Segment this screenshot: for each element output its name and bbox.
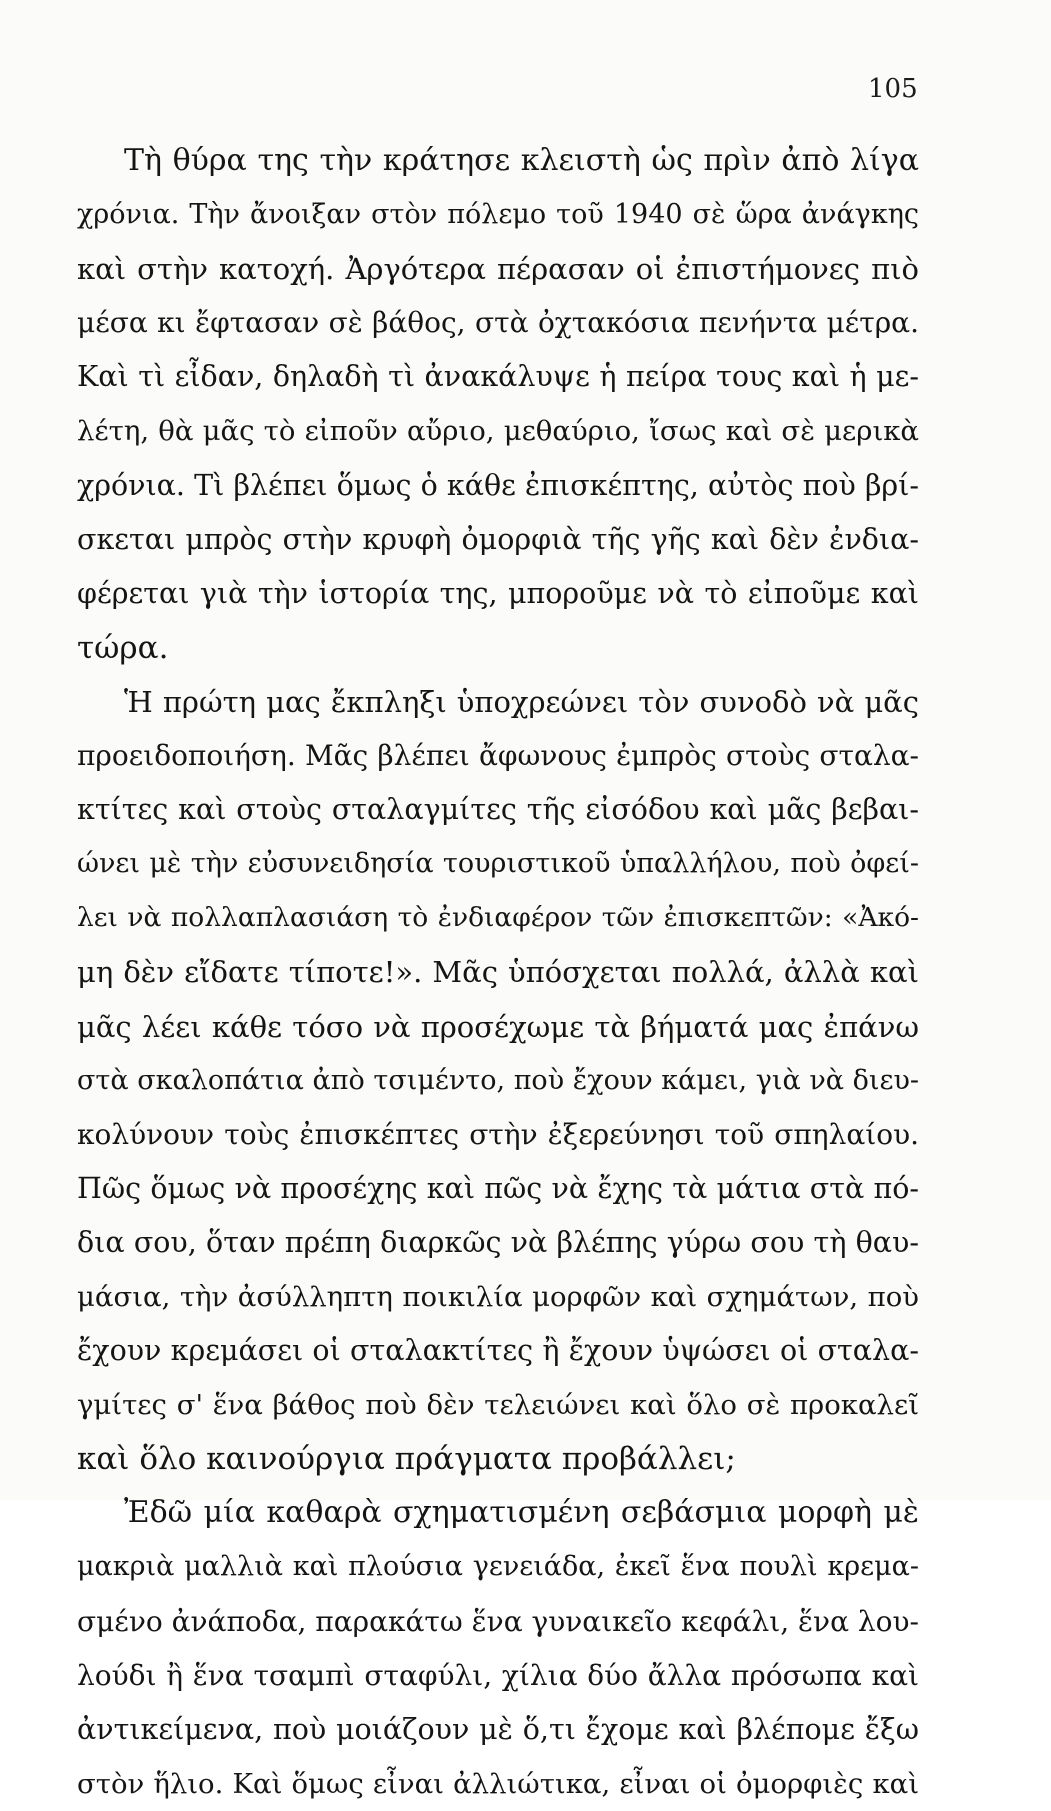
text-line: μᾶς λέει κάθε τόσο νὰ προσέχωμε τὰ βήματά μας ἐπάνω (77, 1009, 919, 1044)
text-line: Τὴ θύρα της τὴν κράτησε κλειστὴ ὡς πρὶν ἀπὸ λίγα (124, 143, 919, 178)
text-line: λει νὰ πολλαπλασιάση τὸ ἐνδιαφέρον τῶν ἐπισκεπτῶν: «Ἀκό- (77, 902, 919, 934)
text-line: μακριὰ μαλλιὰ καὶ πλούσια γενειάδα, ἐκεῖ ἕνα πουλὶ κρεμα- (77, 1551, 919, 1583)
text-line: προειδοποιήση. Μᾶς βλέπει ἄφωνους ἐμπρὸς στοὺς σταλα- (77, 739, 919, 773)
text-line: τώρα. (77, 629, 169, 666)
text-line: μη δὲν εἴδατε τίποτε!». Μᾶς ὑπόσχεται πολλά, ἀλλὰ καὶ (77, 955, 919, 990)
body-text (77, 134, 919, 1811)
text-line: Ἡ πρώτη μας ἔκπληξι ὑποχρεώνει τὸν συνοδὸ νὰ μᾶς (124, 684, 919, 719)
text-line: Πῶς ὅμως νὰ προσέχης καὶ πῶς νὰ ἔχης τὰ μάτια στὰ πό- (77, 1171, 919, 1205)
text-line: λούδι ἢ ἕνα τσαμπὶ σταφύλι, χίλια δύο ἄλλα πρόσωπα καὶ (77, 1658, 919, 1692)
text-line: ἀντικείμενα, ποὺ μοιάζουν μὲ ὅ,τι ἔχομε καὶ βλέπομε ἔξω (77, 1712, 919, 1746)
text-line: ώνει μὲ τὴν εὐσυνειδησία τουριστικοῦ ὑπαλλήλου, ποὺ ὀφεί- (77, 848, 919, 880)
text-line: χρόνια. Τὴν ἄνοιξαν στὸν πόλεμο τοῦ 1940 σὲ ὥρα ἀνάγκης (77, 199, 919, 231)
text-line: στὸν ἥλιο. Καὶ ὅμως εἶναι ἀλλιώτικα, εἶναι οἱ ὀμορφιὲς καὶ (77, 1767, 919, 1800)
text-line: λέτη, θὰ μᾶς τὸ εἰποῦν αὔριο, μεθαύριο, ἴσως καὶ σὲ μερικὰ (77, 415, 919, 448)
text-line: φέρεται γιὰ τὴν ἱστορία της, μποροῦμε νὰ τὸ εἰποῦμε καὶ (77, 576, 919, 610)
text-line: Καὶ τὶ εἶδαν, δηλαδὴ τὶ ἀνακάλυψε ἡ πείρα τους καὶ ἡ με- (77, 360, 919, 394)
page-number: 105 (868, 74, 918, 104)
text-line: σμένο ἀνάποδα, παρακάτω ἕνα γυναικεῖο κεφάλι, ἕνα λου- (77, 1604, 919, 1638)
text-line: ἔχουν κρεμάσει οἱ σταλακτίτες ἢ ἔχουν ὑψώσει οἱ σταλα- (77, 1334, 919, 1368)
text-line: μάσια, τὴν ἀσύλληπτη ποικιλία μορφῶν καὶ σχημάτων, ποὺ (77, 1280, 919, 1313)
text-line: χρόνια. Τὶ βλέπει ὅμως ὁ κάθε ἐπισκέπτης, αὐτὸς ποὺ βρί- (77, 468, 919, 502)
text-line: καὶ στὴν κατοχή. Ἀργότερα πέρασαν οἱ ἐπιστήμονες πιὸ (77, 252, 919, 287)
text-line: κολύνουν τοὺς ἐπισκέπτες στὴν ἐξερεύνησι τοῦ σπηλαίου. (77, 1117, 919, 1151)
text-line: σκεται μπρὸς στὴν κρυφὴ ὀμορφιὰ τῆς γῆς καὶ δὲν ἐνδια- (77, 522, 919, 556)
text-line: γμίτες σ' ἕνα βάθος ποὺ δὲν τελειώνει καὶ ὅλο σὲ προκαλεῖ (77, 1389, 919, 1422)
text-line: δια σου, ὅταν πρέπη διαρκῶς νὰ βλέπης γύρω σου τὴ θαυ- (77, 1225, 919, 1259)
text-line: Ἐδῶ μία καθαρὰ σχηματισμένη σεβάσμια μορφὴ μὲ (124, 1495, 919, 1531)
text-line: στὰ σκαλοπάτια ἀπὸ τσιμέντο, ποὺ ἔχουν κάμει, γιὰ νὰ διευ- (77, 1064, 919, 1096)
text-line: καὶ ὅλο καινούργια πράγματα προβάλλει; (77, 1441, 736, 1478)
text-line: κτίτες καὶ στοὺς σταλαγμίτες τῆς εἰσόδου καὶ μᾶς βεβαι- (77, 793, 919, 827)
text-line: μέσα κι ἔφτασαν σὲ βάθος, στὰ ὀχτακόσια πενήντα μέτρα. (77, 306, 919, 340)
